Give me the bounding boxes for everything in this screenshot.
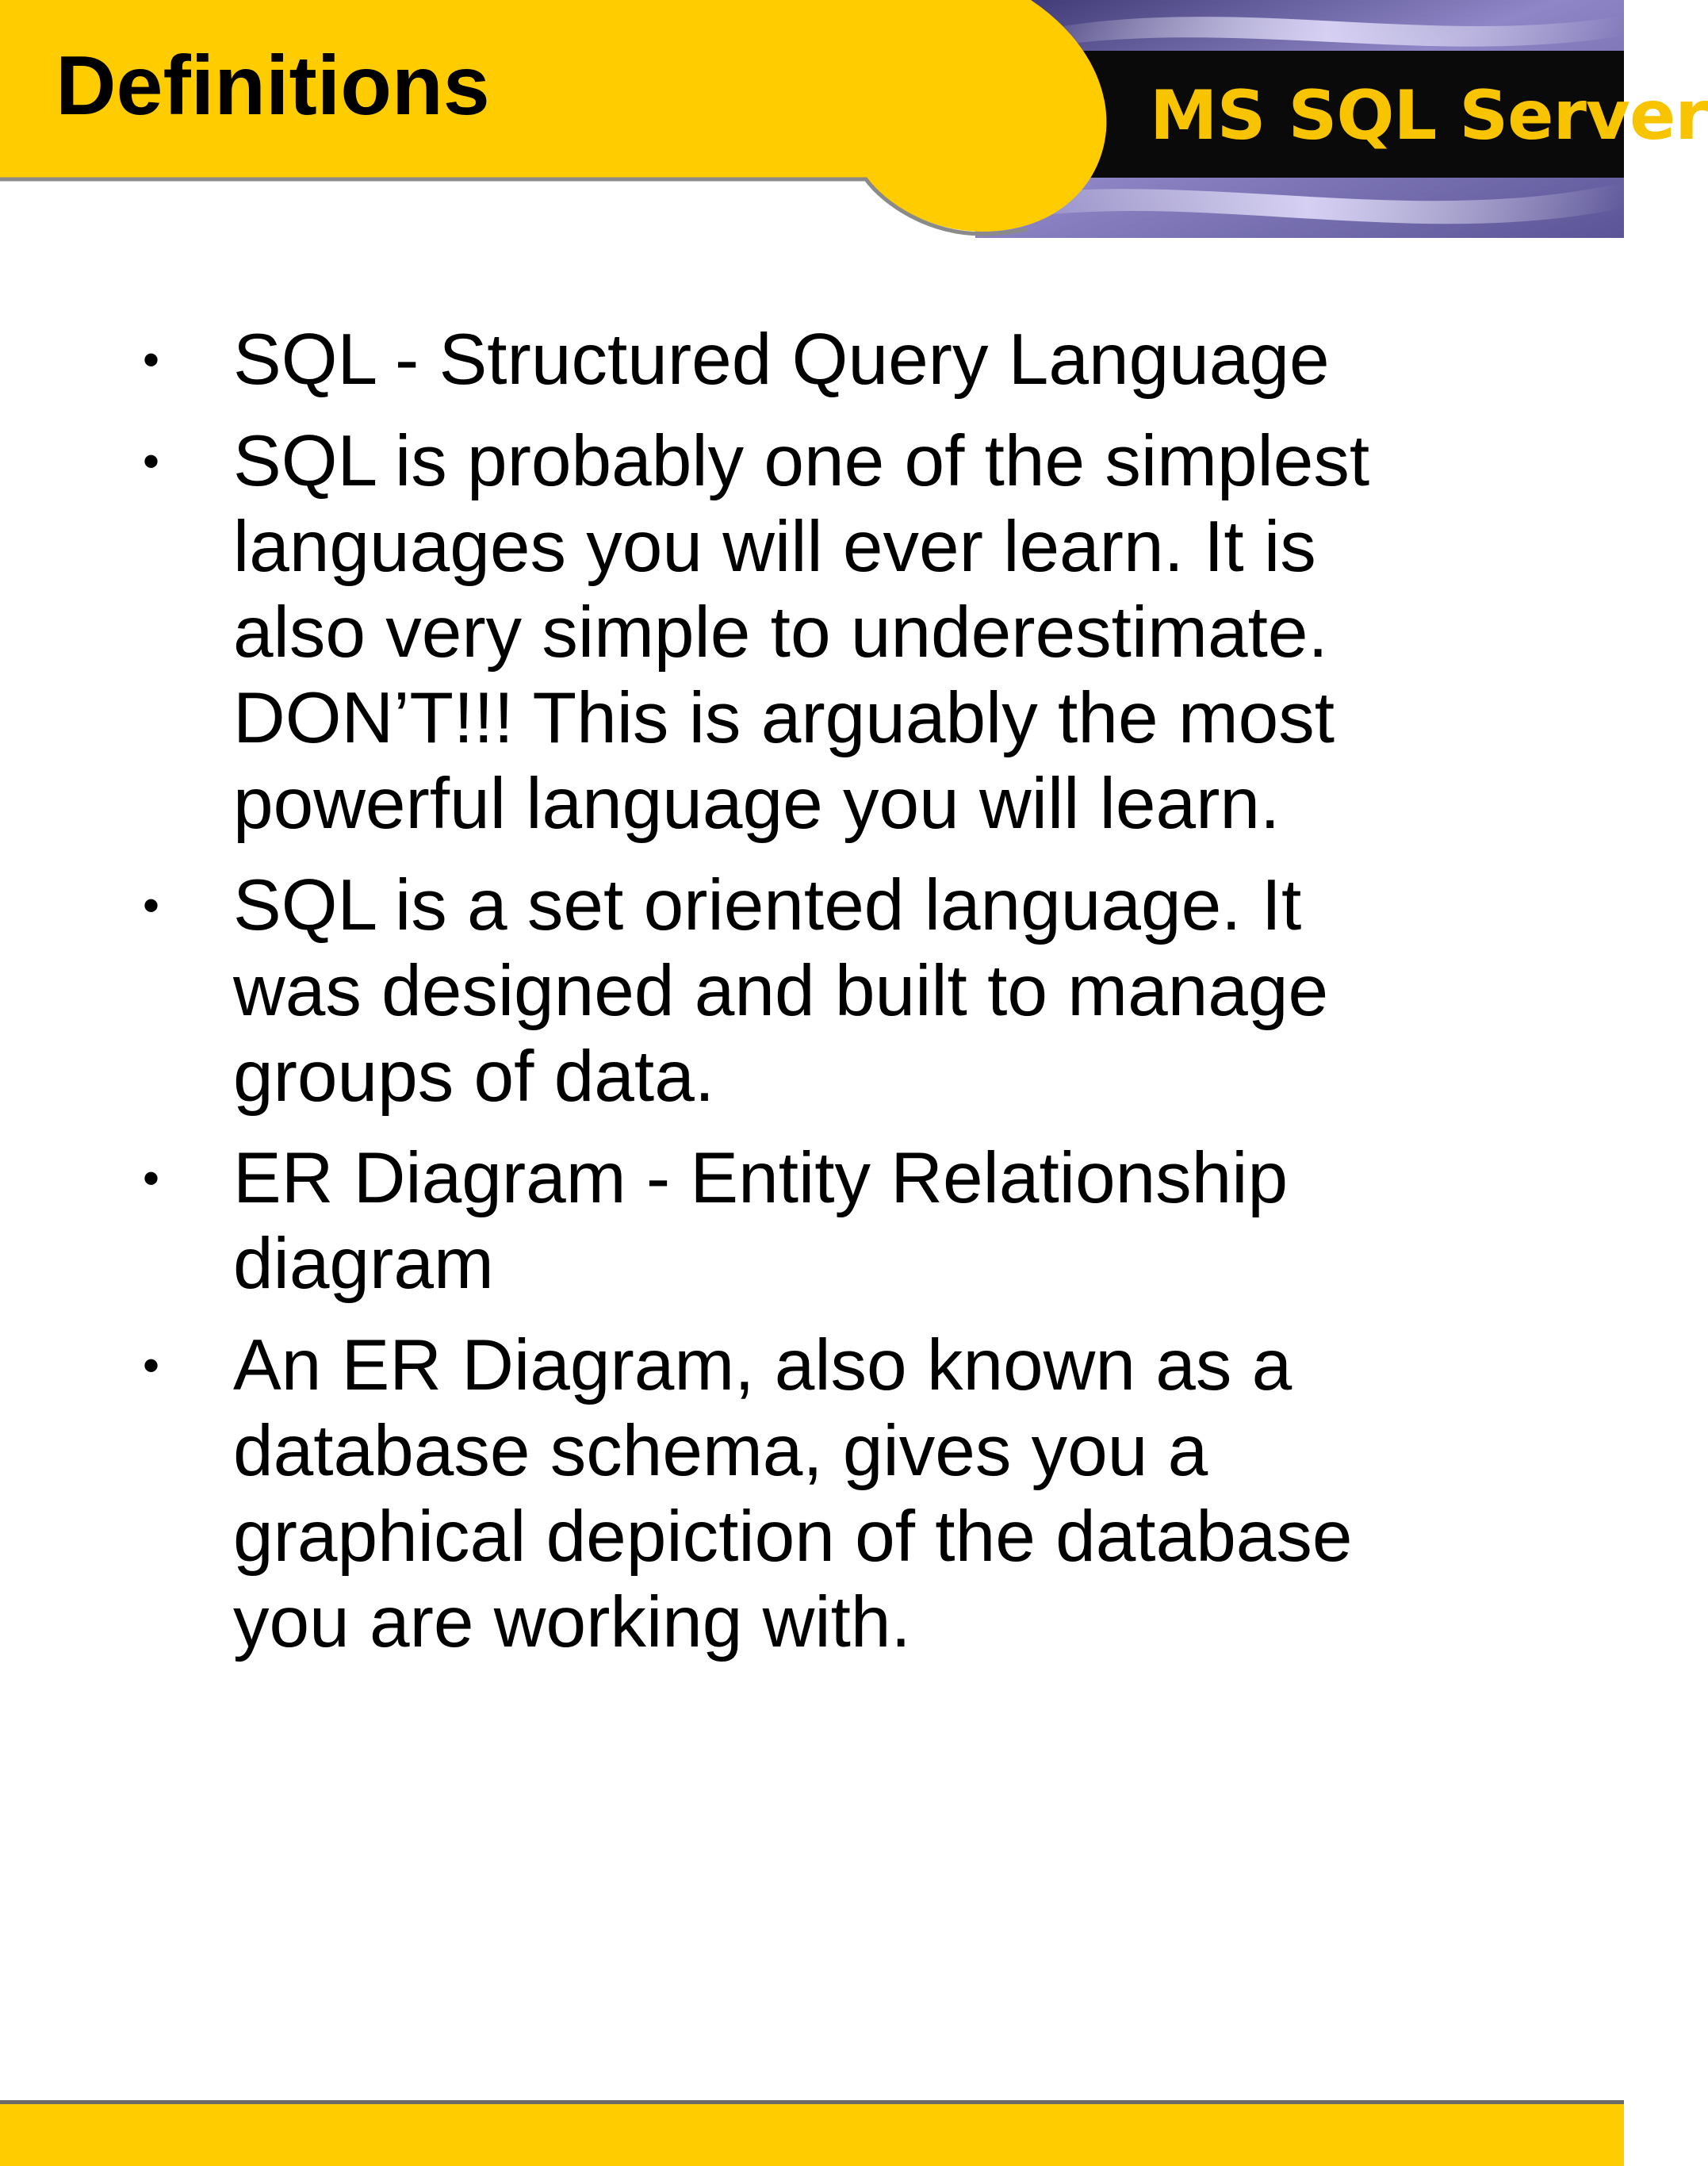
bullet-text: SQL is a set oriented language. It was designed and built to manage groups of data. (233, 865, 1329, 1117)
bullet-item (135, 317, 1435, 403)
bullet-item (135, 419, 1435, 847)
bullet-list (135, 317, 1435, 1681)
bullet-marker: • (143, 1152, 160, 1205)
bullet-text: An ER Diagram, also known as a database schema, gives you a graphical depiction of the database you are working with. (233, 1325, 1353, 1662)
bullet-marker: • (143, 333, 160, 386)
footer-bar (0, 2104, 1624, 2166)
bullet-text: ER Diagram - Entity Relationship diagram (233, 1138, 1289, 1304)
bullet-text: SQL - Structured Query Language (233, 320, 1330, 400)
bullet-marker: • (143, 435, 160, 488)
bullet-text: SQL is probably one of the simplest languages you will ever learn. It is also very simple to underestimate. DON’T!!! This is arguably the most powerful language you will learn. (233, 421, 1370, 844)
bullet-item (135, 1136, 1435, 1307)
slide-title: Definitions (56, 39, 490, 132)
bullet-item (135, 1323, 1435, 1666)
bullet-marker: • (143, 1339, 160, 1392)
brand-logo-text: MS SQL Server (1150, 76, 1708, 155)
bullet-item (135, 863, 1435, 1120)
title-banner-rule (0, 179, 1027, 234)
bullet-marker: • (143, 879, 160, 932)
